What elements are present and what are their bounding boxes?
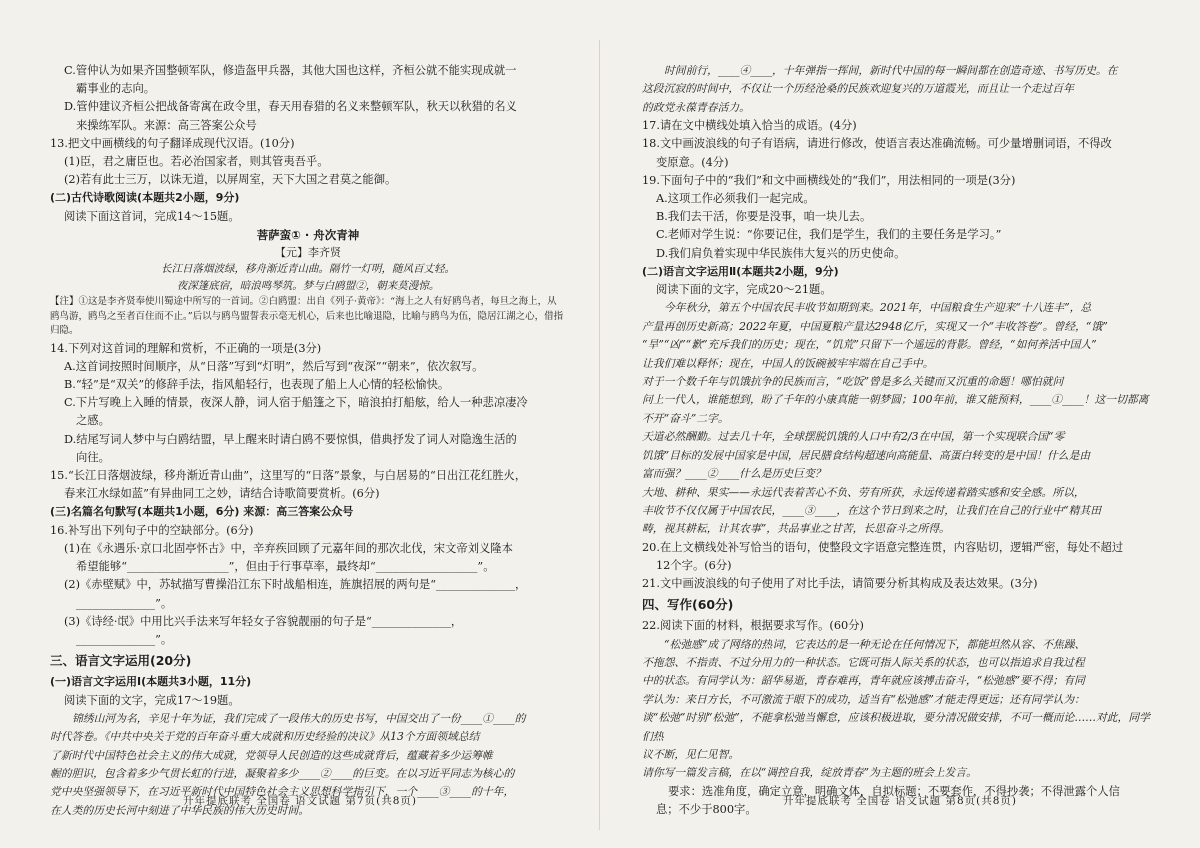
poem-title: 菩萨蛮① · 舟次青神 xyxy=(256,228,360,243)
subsection-language-2: (二)语言文字运用Ⅱ(本题共2小题，9分) xyxy=(642,264,839,278)
passage-line: 畴，视其耕耘，计其农事”，共品事业之甘苦，长思奋斗之所得。 xyxy=(642,522,950,536)
question-text-line: 霸事业的志向。 xyxy=(76,82,156,96)
passage-line: 在人类的历史长河中刻进了中华民族的伟大历史时间。 xyxy=(50,803,310,817)
passage-line: 天道必然酬勤。过去几十年，全球摆脱饥饿的人口中有2/3在中国，第一个实现联合国“零 xyxy=(642,430,1065,444)
page-footer-right: 升年提底联考 全国卷 语文试题 第8页(共8页) xyxy=(782,795,1018,807)
question-text-line: (2)若有此士三万，以诛无道，以屏周室，天下大国之君莫之能御。 xyxy=(64,173,397,187)
passage-line: 产量再创历史新高；2022年夏，中国夏粮产量达2948亿斤，实现又一个“丰收答卷”。曾经，“饿” xyxy=(642,319,1108,333)
passage-line: 不拖怨、不指责、不过分用力的一种状态。它既可指人际关系的状态，也可以指追求自我过程 xyxy=(642,655,1085,669)
question-text-line: 来操练军队。来源：高三答案公众号 xyxy=(76,118,257,132)
q16-block xyxy=(50,522,566,649)
question-text-line: B.我们去干活，你要是没事，咱一块儿去。 xyxy=(656,210,872,224)
question-text-line: 19.下面句子中的“我们”和文中画横线处的“我们”，用法相同的一项是(3分) xyxy=(642,173,1016,187)
passage-17-continued xyxy=(642,62,1158,117)
question-text-line: ______________”。 xyxy=(76,596,173,610)
question-text-line: 14.下列对这首词的理解和赏析，不正确的一项是(3分) xyxy=(50,341,322,355)
question-text-line: 13.把文中画横线的句子翻译成现代汉语。(10分) xyxy=(50,136,295,150)
q14-q15-block xyxy=(50,340,566,504)
passage-20-intro: 阅读下面的文字，完成20～21题。 xyxy=(656,283,832,297)
question-text-line: 春来江水绿如蓝”有异曲同工之妙，请结合诗歌简要赏析。(6分) xyxy=(64,487,380,501)
question-text-line: 之感。 xyxy=(76,414,110,428)
question-text-line: 21.文中画波浪线的句子使用了对比手法，请简要分析其构成及表达效果。(3分) xyxy=(642,577,1038,591)
passage-line: 饥饿”目标的发展中国家是中国，居民膳食结构超速向高能量、高蛋白转变的是中国！什么是由 xyxy=(642,448,1091,462)
q20-q21-block xyxy=(642,539,1158,594)
question-text-line: 22.阅读下面的材料，根据要求写作。(60分) xyxy=(642,619,864,633)
passage-line: 幄的胆识，包含着多少气贯长虹的行进，凝聚着多少____②____的巨变。在以习近平同志为核心的 xyxy=(50,767,515,781)
question-text-line: B.“轻”是“双关”的修辞手法，指风船轻行，也表现了船上人心情的轻松愉快。 xyxy=(64,377,450,391)
poem-note: 【注】①这是李齐贤奉使川蜀途中所写的一首词。②白鸥盟：出自《列子·黄帝》：“海上之人有好鸥鸟者，每旦之海上，从鸥鸟游，鸥鸟之至者百住而不止。”后以与鸥鸟盟誓表示毫无机心，后来也比喻退隐，比喻与鸥鸟为伍，隐居江湖之心，借指归隐。 xyxy=(50,296,564,337)
passage-line: 让我们难以释怀；现在，中国人的饭碗被牢牢端在自己手中。 xyxy=(642,356,934,370)
question-text-line: 20.在上文横线处补写恰当的语句，使整段文字语意完整连贯，内容贴切，逻辑严密，每处不超过 xyxy=(642,540,1124,554)
passage-line: 议不断，见仁见智。 xyxy=(642,747,740,761)
question-text-line: 向往。 xyxy=(76,450,110,464)
section-language-heading: 三、语言文字运用(20分) xyxy=(50,653,192,669)
question-text-line: (3)《诗经·氓》中用比兴手法来写年轻女子容貌靓丽的句子是“______________， xyxy=(64,614,463,628)
question-text-line: 18.文中画波浪线的句子有语病，请进行修改，使语言表达准确流畅。可少量增删词语，不得改 xyxy=(642,137,1112,151)
question-text-line: 16.补写出下列句子中的空缺部分。(6分) xyxy=(50,523,254,537)
question-text-line: C.下片写晚上入睡的情景，夜深人静，词人宿于船篷之下，暗浪拍打船舷，给人一种悲凉凄冷 xyxy=(64,396,528,410)
question-text-line: ______________”。 xyxy=(76,632,173,646)
passage-line: 大地、耕种、果实——永远代表着苦心不负、劳有所获，永远传递着踏实感和安全感。所以， xyxy=(642,485,1085,499)
passage-line: 时间前行，____④____，十年弹指一挥间，新时代中国的每一瞬间都在创造奇迹、书写历史。在 xyxy=(664,64,1118,77)
poem-line-2: 夜深篷底宿，暗浪鸣琴筑。梦与白鸥盟②，朝来莫漫惊。 xyxy=(176,280,440,293)
question-text-line: 息；不少于800字。 xyxy=(656,803,757,816)
question-text-line: D.我们肩负着实现中华民族伟大复兴的历史使命。 xyxy=(656,246,906,260)
passage-line: 今年秋分，第五个中国农民丰收节如期到来。2021年，中国粮食生产迎来“十八连丰”，总 xyxy=(664,301,1092,315)
question-text-line: A.这项工作必须我们一起完成。 xyxy=(656,192,815,206)
question-text-line: (2)《赤壁赋》中，苏轼描写曹操沿江东下时战船相连，旌旗招展的两句是“______________， xyxy=(64,578,527,592)
passage-line: 时代答卷。《中共中央关于党的百年奋斗重大成就和历史经验的决议》从13个方面领域总结 xyxy=(50,730,480,744)
q12-options-block xyxy=(50,62,566,189)
question-text-line: C.老师对学生说：“你要记住，我们是学生，我们的主要任务是学习。” xyxy=(656,228,1002,242)
page-right xyxy=(600,0,1200,848)
passage-line: 学认为：来日方长，不可激流于眼下的成功，适当有“松弛感”才能走得更远；还有同学认为： xyxy=(642,692,1085,706)
question-text-line: (1)在《永遇乐·京口北固亭怀古》中，辛弃疾回顾了元嘉年间的那次北伐，宋文帝刘义隆本 xyxy=(64,541,513,555)
passage-line: 了新时代中国特色社会主义的伟大成就，党领导人民创造的这些成就背后，蕴藏着多少运筹帷 xyxy=(50,748,493,762)
question-text-line: C.管仲认为如果齐国整顿军队，修造盔甲兵器，其他大国也这样，齐桓公就不能实现成就一 xyxy=(64,64,517,77)
passage-line: 这段沉寂的时间中，不仅让一个历经沧桑的民族欢迎复兴的万道霞光，而且让一个走过百年 xyxy=(642,82,1074,96)
passage-line: 问上一代人，谁能想到，盼了千年的小康真能一朝梦圆；100年前，谁又能预料，____①____！这一切都离 xyxy=(642,393,1149,407)
poem-author: 【元】李齐贤 xyxy=(275,246,341,260)
poem-line-1: 长江日落烟波绿，移舟渐近青山曲。隔竹一灯明，随风百丈轻。 xyxy=(161,263,455,276)
passage-line: 锦绣山河为名，辛见十年为证，我们完成了一段伟大的历史书写，中国交出了一份____①____的 xyxy=(72,711,526,725)
q17-q19-block xyxy=(642,117,1158,263)
subsection-language-1: (一)语言文字运用Ⅰ(本题共3小题，11分) xyxy=(50,675,252,689)
passage-line: “松弛感”成了网络的热词，它表达的是一种无论在任何情况下，都能坦然从容、不焦躁、 xyxy=(664,637,1086,651)
question-text-line: 12个字。(6分) xyxy=(656,558,732,572)
question-text-line: 希望能够“__________________”，但由于行事草率，最终却“__________________”。 xyxy=(76,560,495,574)
passage-line: 的政党永葆青春活力。 xyxy=(642,100,750,114)
question-text-line: 17.请在文中横线处填入恰当的成语。(4分) xyxy=(642,119,857,133)
section-writing-heading: 四、写作(60分) xyxy=(642,597,734,613)
question-text-line: (1)臣，君之庸臣也。若必治国家者，则其管夷吾乎。 xyxy=(64,155,329,169)
question-text-line: A.这首词按照时间顺序，从“日落”写到“灯明”，然后写到“夜深”“朝来”，依次叙写。 xyxy=(64,359,484,373)
question-text-line: 要求：选准角度，确定立意，明确文体，自拟标题；不要套作，不得抄袭；不得泄露个人信 xyxy=(668,784,1120,798)
question-text-line: 变原意。(4分) xyxy=(656,155,729,169)
passage-line: 中的状态。有同学认为：韶华易逝，青春难再，青年就应该搏击奋斗，“松弛感”要不得；有同 xyxy=(642,674,1085,688)
page-footer-left: 升年提底联考 全国卷 语文试题 第7页(共8页) xyxy=(182,795,418,807)
passage-17-intro: 阅读下面的文字，完成17～19题。 xyxy=(64,693,240,707)
passage-line: 不开“奋斗”二字。 xyxy=(642,411,729,425)
poem-intro: 阅读下面这首词，完成14～15题。 xyxy=(64,209,240,223)
passage-22 xyxy=(642,636,1158,783)
q22-block xyxy=(642,617,1158,635)
passage-line: 请你写一篇发言稿，在以“调控自我，绽放青春”为主题的班会上发言。 xyxy=(642,766,977,780)
question-text-line: D.管仲建议齐桓公把战备寄寓在政令里，春天用春猎的名义来整顿军队，秋天以秋猎的名义 xyxy=(64,100,517,114)
passage-line: “旱”“凶”“歉”充斥我们的历史；现在，“饥荒”只留下一个遥远的背影。曾经，“如何养活中国人” xyxy=(642,338,1097,352)
passage-20 xyxy=(642,299,1158,538)
passage-line: 谈“松弛”时别“松弛”，不能拿松弛当懈怠，应该积极进取，要分清况做安排，不可一概而论……对此，同学们热 xyxy=(642,711,1150,743)
question-text-line: D.结尾写词人梦中与白鸥结盟，早上醒来时请白鸥不要惊惧，借典抒发了词人对隐逸生活的 xyxy=(64,432,517,446)
question-text-line: 15.“长江日落烟波绿，移舟渐近青山曲”，这里写的“日落”景象，与白居易的“日出江花红胜火， xyxy=(50,468,527,482)
passage-line: 丰收节不仅仅属于中国农民，____③____，在这个节日到来之时，让我们在自己的行业中“精其田 xyxy=(642,503,1101,517)
passage-line: 富而强？____②____什么是历史巨变？ xyxy=(642,467,826,481)
passage-line: 党中央坚强领导下，在习近平新时代中国特色社会主义思想科学指引下，一个____③____的十年， xyxy=(50,785,515,799)
passage-line: 对于一个数千年与饥饿抗争的民族而言，“吃饭”曾是多么关键而又沉重的命题！哪怕就问 xyxy=(642,375,1064,389)
section-recitation-heading: (三)名篇名句默写(本题共1小题，6分) 来源：高三答案公众号 xyxy=(50,505,354,519)
section-poetry-heading: (二)古代诗歌阅读(本题共2小题，9分) xyxy=(50,191,240,205)
